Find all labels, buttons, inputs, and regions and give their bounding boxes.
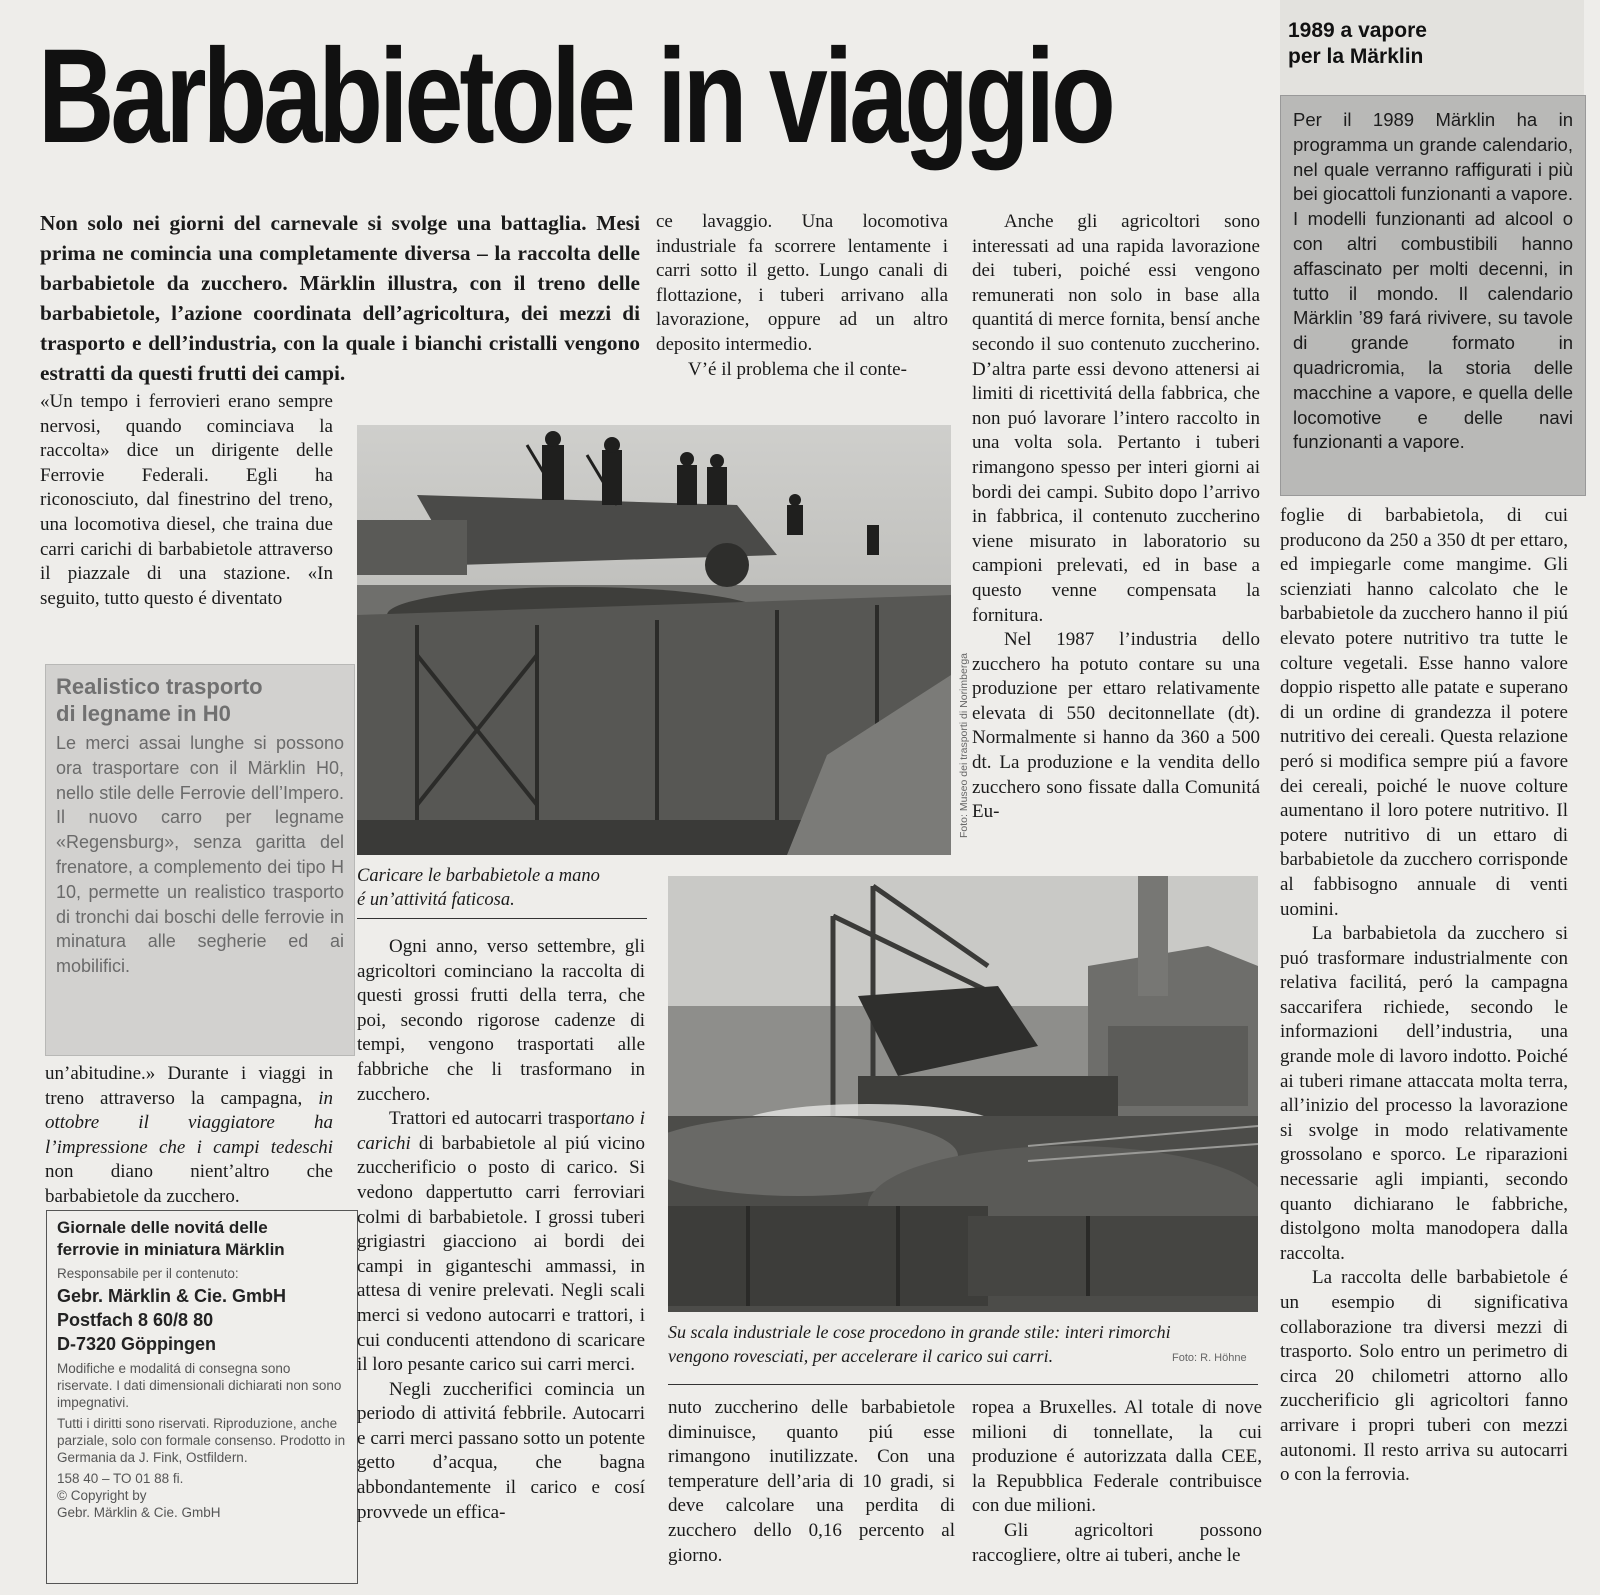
italic-run: in ottobre il viaggiatore ha l’impressione che i campi tedeschi — [45, 1087, 333, 1158]
imprint-note-delivery: Modifiche e modalitá di consegna sono riservate. I dati dimensionali dichiarati non sono impegnativi. — [57, 1361, 342, 1410]
copyright-line-1: © Copyright by — [57, 1488, 147, 1503]
body-paragraph: V’é il problema che il conte- — [688, 358, 907, 380]
body-paragraph — [45, 1062, 333, 1210]
text-run: un’abitudine.» Durante i viaggi in treno attraverso la campagna, — [45, 1063, 333, 1109]
text-run: non diano nient’altro che barbabietole da zucchero. — [45, 1161, 333, 1207]
italic-run: tano i carichi — [357, 1108, 645, 1154]
body-paragraph: «Un tempo i ferrovieri erano sempre nervosi, quando cominciava la raccolta» dice un dirigente delle Ferrovie Federali. Egli ha riconosciuto, dal finestrino del treno, una locomotiva diesel, che traina due carri carichi di barbabietole attraverso il piazzale di una stazione. «In seguito, tutto questo é diventato — [40, 391, 333, 609]
legname-box-text: Le merci assai lunghe si possono ora trasportare con il Märklin H0, nello stile delle Ferrovie dell’Impero. Il nuovo carro per legname «Regensburg», senza garitta del frenatore, a complemento dei tipo H 10, permette un realistico trasporto di tronchi dai boschi delle ferrovie in minatura alle segherie ed ai mobilifici. — [56, 733, 344, 977]
photo1-credit: Foto: Museo dei trasporti di Norimberga — [958, 653, 970, 838]
body-paragraph: Ogni anno, verso settembre, gli agricoltori cominciano la raccolta di questi grossi frutti della terra, che poi, secondo rigorose cadenze di tempi, vengono trasportati alle fabbriche che li trasformano in zucchero. — [357, 936, 645, 1105]
legname-title-line-1: Realistico trasporto — [56, 674, 263, 699]
caption-rule — [668, 1384, 1258, 1385]
legname-info-box — [45, 664, 355, 1056]
column-1-bottom — [45, 1062, 333, 1210]
imprint-responsible: Responsabile per il contenuto: — [57, 1266, 239, 1281]
body-paragraph: Gli agricoltori possono raccogliere, oltre ai tuberi, anche le — [972, 1519, 1262, 1566]
legname-box-title — [56, 673, 344, 727]
body-paragraph: La raccolta delle barbabietole é un esempio di significativa collaborazione tra diversi mezzi di trasporto. Solo entro un perimetro di circa 20 chilometri attorno allo zuccherificio gli agricoltori fanno arrivare i propri tuberi con mezzi autonomi. Il resto arriva su autocarri o con la ferrovia. — [1280, 1267, 1568, 1486]
sidebar-title-line-2: per la Märklin — [1288, 45, 1424, 68]
body-paragraph: foglie di barbabietola, di cui producono da 250 a 350 dt per ettaro, ed impiegarle come mangime. Gli scienziati hanno calcolato che le barbabietole da zucchero hanno il piú elevato potere nutritivo tra tutte le colture vegetali. Esse hanno valore doppio rispetto alle patate e superano di un ordine di grandezza il potere nutritivo dei cereali. Questa relazione peró si modifica sempre piú a favore dei cereali, poiché le nuove colture aumentano il loro potere nutritivo. Il potere nutritivo di un ettaro di barbabietole da zucchero corrisponde al fabbisogno annuale di venti uomini. — [1280, 505, 1568, 920]
imprint-postbox: Postfach 8 60/8 80 — [57, 1310, 214, 1330]
sidebar-title-line-1: 1989 a vapore — [1288, 19, 1427, 42]
body-paragraph: nuto zuccherino delle barbabietole diminuisce, quanto piú esse rimangono inutilizzate. Con una temperature dell’aria di 10 gradi, si deve calcolare una perdita di zucchero dello 0,16 percento al giorno. — [668, 1397, 955, 1566]
text-run: di barbabietole al piú vicino zuccherificio o posto di carico. Si vedono dappertutto carri ferroviari colmi di barbabietole. I grossi tuberi grigiastri giacciono ai bordi dei campi in giganteschi ammassi, in attesa di venire prelevati. Negli scali merci si vedono autocarri e trattori, i cui conducenti attendono di scaricare il loro pesante carico sui carri merci. — [357, 1132, 645, 1376]
lead-paragraph: Non solo nei giorni del carnevale si svolge una battaglia. Mesi prima ne comincia una completamente diversa – la raccolta delle barbabietole da zucchero. Märklin illustra, con il treno delle barbabietole, l’azione coordinata dell’agricoltura, dei mezzi di trasporto e dell’industria, con la quale i bianchi cristalli vengono estratti da questi frutti dei campi. — [40, 211, 640, 385]
sidebar-header — [1280, 0, 1584, 95]
column-2-top — [656, 210, 948, 382]
photo-industrial-loading — [668, 876, 1258, 1312]
caption-rule — [357, 918, 647, 919]
imprint-title-line-1: Giornale delle novitá delle — [57, 1218, 268, 1237]
imprint-company: Gebr. Märklin & Cie. GmbH — [57, 1286, 287, 1306]
body-paragraph: Negli zuccherifici comincia un periodo di attivitá febbrile. Autocarri e carri merci passano sotto un potente getto d’acqua, che bagna abbondantemente il carico e cosí provvede un effica- — [357, 1378, 645, 1523]
column-3-bottom — [668, 1396, 955, 1568]
imprint-address — [57, 1284, 347, 1356]
text-run: Trattori ed autocarri traspor — [389, 1108, 601, 1130]
body-paragraph: La barbabietola da zucchero si puó trasformare industrialmente con relativa facilitá, peró la campagna saccarifera richiede, secondo le informazioni dell’industria, una grande mole di lavoro indotto. Poiché ai tuberi rimane attaccata molta terra, all’inizio del processo la lavorazione si svolge in modo relativamente grossolano e sporco. Le riparazioni necessarie agli impianti, secondo quanto dichiarano le fabbriche, distolgono molta manodopera dalla raccolta. — [1280, 923, 1568, 1264]
column-2-middle — [357, 935, 645, 1525]
imprint-note-rights: Tutti i diritti sono riservati. Riproduzione, anche parziale, solo con formale consenso. Prodotto in Germania da J. Fink, Ostfildern. — [57, 1416, 346, 1465]
sidebar-title — [1280, 0, 1584, 70]
column-3-top — [972, 210, 1260, 825]
imprint-copyright — [57, 1487, 347, 1521]
column-5 — [1280, 504, 1568, 1488]
photo-industrial-loading-image — [668, 876, 1258, 1312]
photo1-caption-line-2: é un’attivitá faticosa. — [357, 890, 515, 910]
photo1-caption — [357, 864, 657, 912]
photo-manual-loading — [357, 425, 951, 855]
sidebar-calendar-box — [1280, 95, 1586, 496]
imprint-title — [57, 1217, 347, 1261]
body-paragraph: Nel 1987 l’industria dello zucchero ha potuto contare su una produzione per ettaro relativamente elevata di 550 decitonnellate (dt). Normalmente si hanno da 360 a 500 dt. La produzione e la vendita dello zucchero sono fissate dalla Comunitá Eu- — [972, 629, 1260, 823]
imprint-code: 158 40 – TO 01 88 fi. — [57, 1471, 184, 1486]
legname-title-line-2: di legname in H0 — [56, 701, 231, 726]
body-paragraph: Anche gli agricoltori sono interessati ad una rapida lavorazione dei tuberi, poiché essi vengono remunerati non solo in base alla quantitá di merce fornita, bensí anche secondo il suo contenuto zuccherino. D’altra parte essi devono attenersi ai limiti di ricettivitá della fabbrica, che non puó lavorare l’intero raccolto in una volta sola. Pertanto i tuberi rimangono spesso per interi giorni ai bordi dei campi. Subito dopo l’arrivo in fabbrica, il contenuto zuccherino viene misurato in laboratorio su campioni prelevati, ed in base a questo venne compensata la fornitura. — [972, 211, 1260, 626]
body-paragraph: ce lavaggio. Una locomotiva industriale fa scorrere lentamente i carri sotto il getto. Lungo canali di flottazione, i tuberi arrivano alla lavorazione, oppure ad un altro deposito intermedio. — [656, 211, 948, 355]
imprint-city: D-7320 Göppingen — [57, 1334, 217, 1354]
column-4-bottom — [972, 1396, 1262, 1568]
sidebar-text: Per il 1989 Märklin ha in programma un grande calendario, nel quale verranno raffigurati i più bei giocattoli funzionanti a vapore. I modelli funzionanti ad alcool o con altri combustibili hanno affascinato per molti decenni, in tutto il mondo. Il calendario Märklin ’89 fará rivivere, su tavole di grande formato in quadricromia, la storia delle macchine a vapore, e quella delle locomotive e delle navi funzionanti a vapore. — [1293, 109, 1573, 453]
headline: Barbabietole in viaggio — [38, 22, 1112, 171]
body-paragraph: ropea a Bruxelles. Al totale di nove milioni di tonnellate, la cui produzione é autorizzata dalla CEE, la Repubblica Federale contribuisce con due milioni. — [972, 1397, 1262, 1517]
photo-manual-loading-image — [357, 425, 951, 855]
imprint-title-line-2: ferrovie in miniatura Märklin — [57, 1240, 285, 1259]
photo2-caption-line-1: Su scala industriale le cose procedono in grande stile: interi rimorchi — [668, 1322, 1171, 1342]
copyright-line-2: Gebr. Märklin & Cie. GmbH — [57, 1505, 221, 1520]
photo2-caption-line-2: vengono rovesciati, per accelerare il carico sui carri. — [668, 1346, 1054, 1366]
photo1-caption-line-1: Caricare le barbabietole a mano — [357, 866, 600, 886]
column-1-top — [40, 390, 333, 611]
photo2-credit: Foto: R. Höhne — [1172, 1352, 1247, 1364]
imprint-box — [46, 1210, 358, 1584]
body-paragraph — [357, 1107, 645, 1378]
